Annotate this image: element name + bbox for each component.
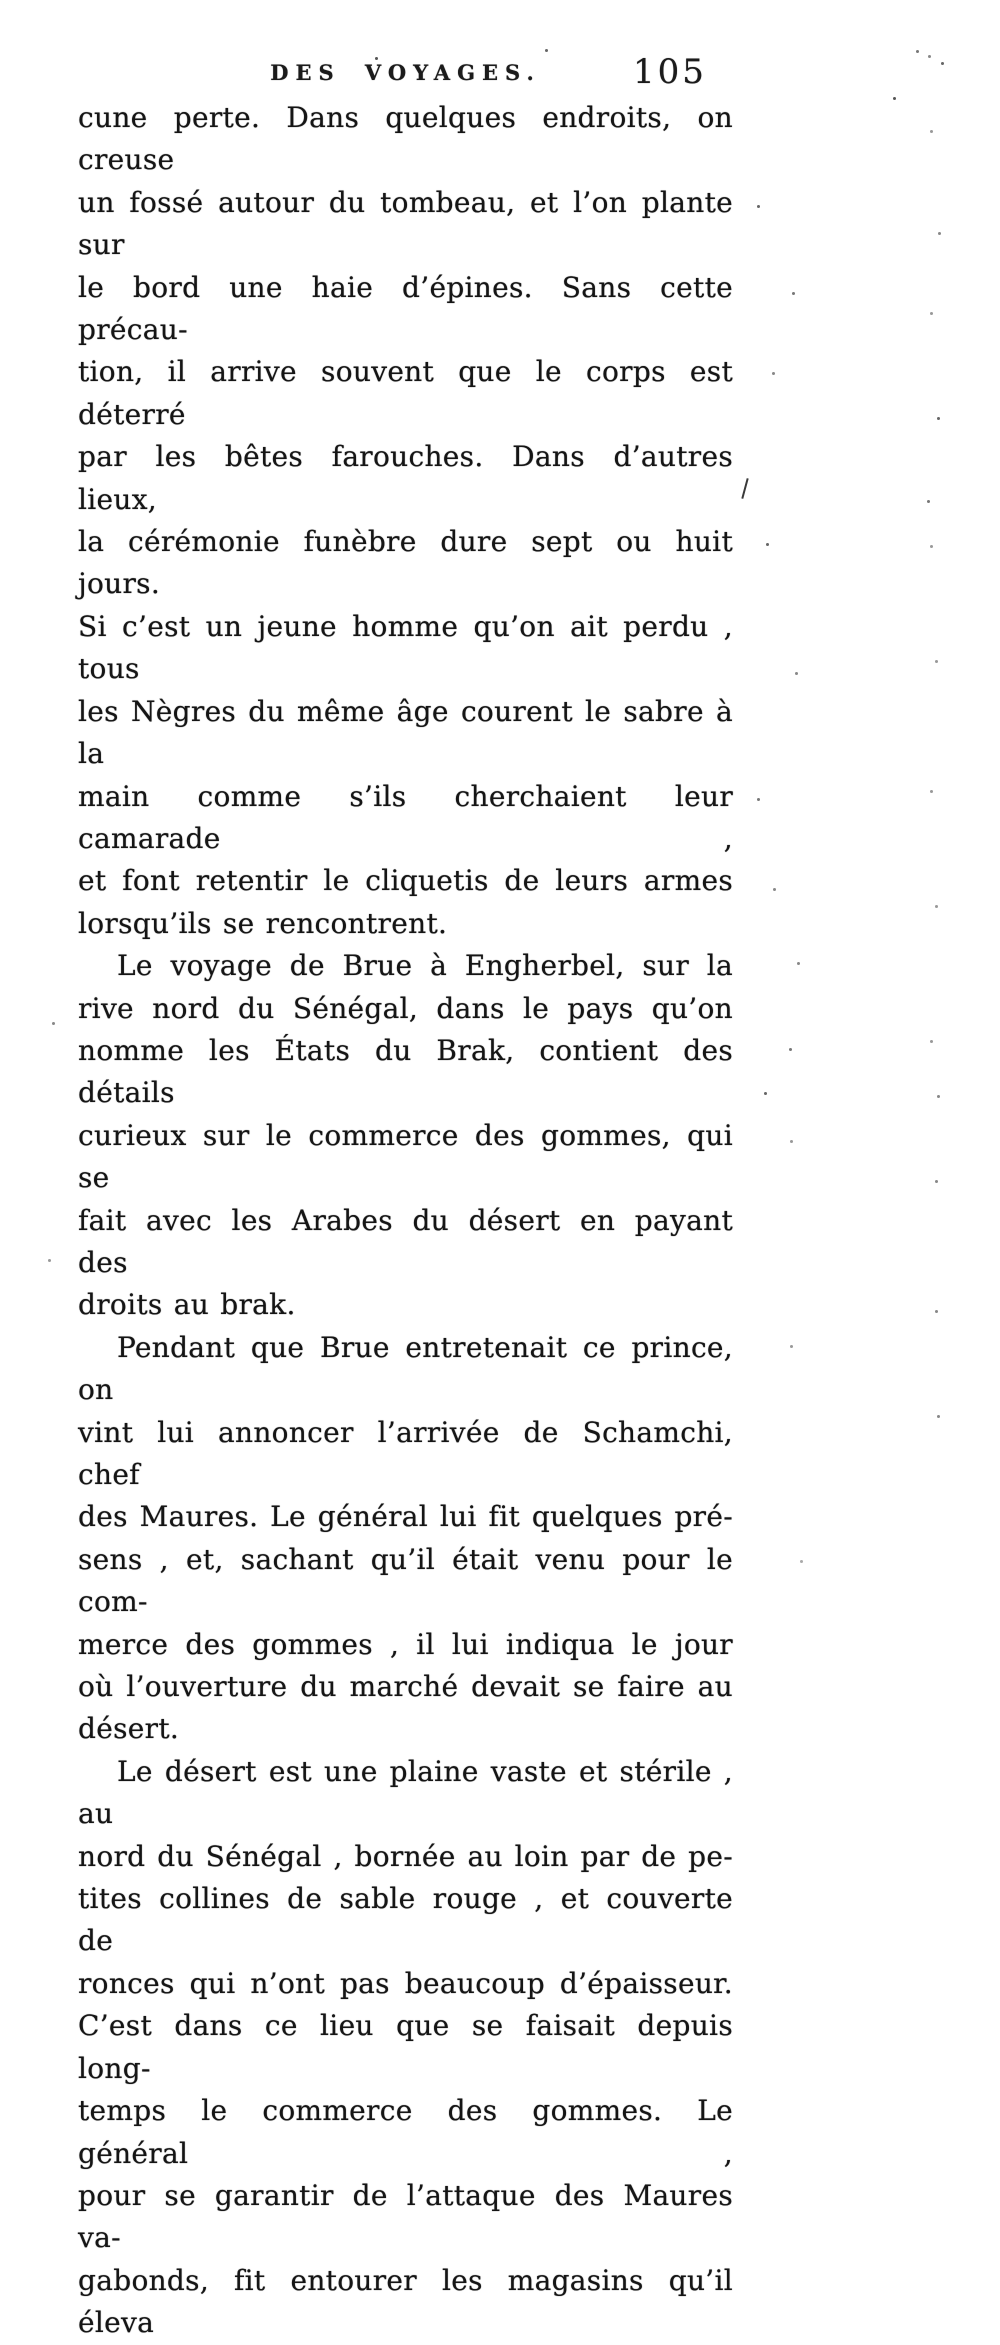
text-line: gabonds, fit entourer les magasins qu’il éleva	[78, 2263, 733, 2340]
text-line: droits au brak.	[78, 1288, 296, 1322]
text-line: des Maures. Le général lui fit quelques pré-	[78, 1500, 733, 1534]
text-line: Le voyage de Brue à Engherbel, sur la	[117, 949, 733, 983]
text-line: la cérémonie funèbre dure sept ou huit jours.	[78, 525, 733, 601]
page-number: 105	[633, 52, 707, 92]
scan-mark	[741, 478, 748, 499]
text-line: tion, il arrive souvent que le corps est déterré	[78, 355, 733, 431]
body-text	[78, 97, 733, 2345]
text-line: par les bêtes farouches. Dans d’autres lieux,	[78, 440, 733, 516]
text-line: où l’ouverture du marché devait se faire au	[78, 1670, 733, 1704]
text-line: vint lui annoncer l’arrivée de Schamchi, chef	[78, 1415, 733, 1491]
text-line: tites collines de sable rouge , et couverte de	[78, 1882, 733, 1958]
text-line: pour se garantir de l’attaque des Maures va-	[78, 2178, 733, 2255]
text-line: ronces qui n’ont pas beaucoup d’épaisseur.	[78, 1966, 733, 2000]
scan-speckles	[0, 0, 3, 3]
text-line: curieux sur le commerce des gommes, qui se	[78, 1118, 733, 1195]
text-line: le bord une haie d’épines. Sans cette précau-	[78, 270, 733, 347]
text-line: nord du Sénégal , bornée au loin par de pe-	[78, 1839, 733, 1873]
text-line: rive nord du Sénégal, dans le pays qu’on	[78, 991, 733, 1025]
text-line: désert.	[78, 1712, 180, 1746]
text-line: merce des gommes , il lui indiqua le jour	[78, 1627, 733, 1661]
text-line: fait avec les Arabes du désert en payant des	[78, 1203, 733, 1279]
text-line: sens , et, sachant qu’il était venu pour le com-	[78, 1542, 733, 1619]
text-line: Si c’est un jeune homme qu’on ait perdu , tous	[78, 609, 733, 686]
text-line: nomme les États du Brak, contient des détails	[78, 1033, 733, 1110]
text-line: et font retentir le cliquetis de leurs armes	[78, 864, 733, 898]
text-line: Pendant que Brue entretenait ce prince, on	[78, 1330, 733, 1407]
text-line: cune perte. Dans quelques endroits, on creuse	[78, 101, 733, 177]
text-line: lorsqu’ils se rencontrent.	[78, 906, 448, 940]
text-line: C’est dans ce lieu que se faisait depuis long-	[78, 2009, 733, 2085]
text-line: les Nègres du même âge courent le sabre à la	[78, 694, 733, 771]
running-title: DES VOYAGES.	[270, 60, 541, 85]
text-line: temps le commerce des gommes. Le général ,	[78, 2094, 733, 2170]
text-line: un fossé autour du tombeau, et l’on plante sur	[78, 185, 733, 262]
text-line: main comme s’ils cherchaient leur camarade ,	[78, 779, 733, 855]
text-line: Le désert est une plaine vaste et stérile , au	[78, 1754, 733, 1831]
